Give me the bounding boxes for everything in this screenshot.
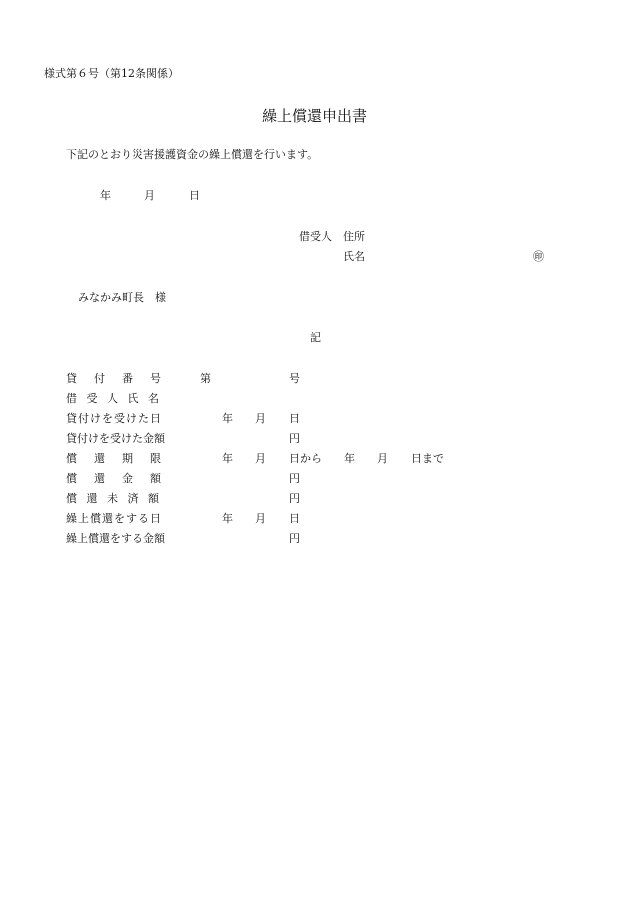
seal-mark: ㊞ <box>533 250 544 263</box>
table-row <box>0 472 630 488</box>
row-cell: 月 <box>377 452 388 465</box>
row-cell: 年 <box>222 512 233 525</box>
row-cell: 年 <box>222 452 233 465</box>
intro-text: 下記のとおり災害援護資金の繰上償還を行います。 <box>66 148 319 161</box>
row-label: 貸付番号 <box>66 372 178 385</box>
table-row <box>0 492 630 508</box>
address-label: 住所 <box>343 230 365 243</box>
table-row <box>0 412 630 428</box>
row-cell: 日まで <box>411 452 444 465</box>
table-row <box>0 432 630 448</box>
table-row <box>0 372 630 388</box>
row-cell: 円 <box>289 472 300 485</box>
row-label: 貸付けを受けた金額 <box>66 432 165 445</box>
row-cell: 日 <box>289 412 300 425</box>
table-row <box>0 532 630 548</box>
table-row <box>0 512 630 528</box>
row-cell: 円 <box>289 492 300 505</box>
row-label: 繰上償還をする日 <box>66 512 162 525</box>
date-month: 月 <box>144 189 155 202</box>
row-label: 償還期限 <box>66 452 178 465</box>
row-cell: 号 <box>289 372 300 385</box>
row-label: 繰上償還をする金額 <box>66 532 165 545</box>
date-day: 日 <box>189 189 200 202</box>
row-cell: 円 <box>289 532 300 545</box>
row-cell: 月 <box>255 452 266 465</box>
row-cell: 第 <box>200 372 211 385</box>
row-label: 貸付けを受けた日 <box>66 412 162 425</box>
row-cell: 日から <box>289 452 322 465</box>
row-label: 借受人氏名 <box>66 392 169 405</box>
row-cell: 円 <box>289 432 300 445</box>
row-label: 償還金額 <box>66 472 178 485</box>
name-label: 氏名 <box>343 250 365 263</box>
addressee-name: みなかみ町長 <box>78 291 144 304</box>
row-cell: 月 <box>255 512 266 525</box>
ki-heading: 記 <box>310 331 321 344</box>
page-title: 繰上償還申出書 <box>262 107 368 125</box>
row-cell: 年 <box>222 412 233 425</box>
table-row <box>0 452 630 468</box>
form-number: 様式第６号（第12条関係） <box>44 67 179 80</box>
borrower-label: 借受人 <box>299 230 332 243</box>
row-cell: 日 <box>289 512 300 525</box>
row-cell: 月 <box>255 412 266 425</box>
table-row <box>0 392 630 408</box>
row-label: 償還未済額 <box>66 492 169 505</box>
row-cell: 年 <box>344 452 355 465</box>
addressee-honorific: 様 <box>155 291 166 304</box>
date-year: 年 <box>100 189 111 202</box>
